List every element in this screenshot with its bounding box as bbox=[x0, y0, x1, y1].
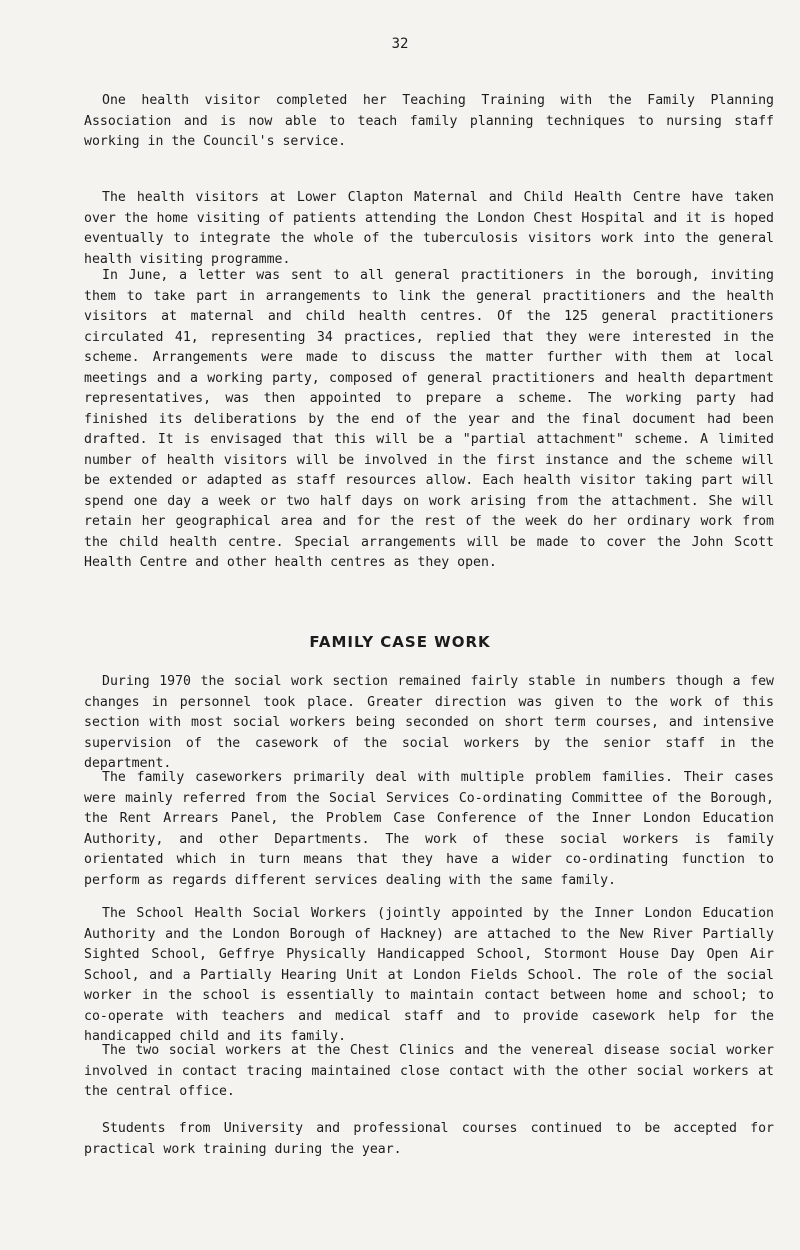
page-number: 32 bbox=[391, 36, 409, 52]
paragraph-chest-clinics: The two social workers at the Chest Clinics and the venereal disease social worker involved in contact tracing maintained close contact with the other social workers at the central office. bbox=[84, 1043, 774, 1099]
paragraph-social-work-section: During 1970 the social work section remained fairly stable in numbers though a few changes in personnel took place. Greater direction was given to the work of this section with most social workers being seconded on short term courses, and intensive supervision of the casework of the social workers by the senior staff in the department. bbox=[84, 674, 774, 771]
paragraph-family-caseworkers: The family caseworkers primarily deal with multiple problem families. Their cases were mainly referred from the Social Services Co-ordinating Committee of the Borough, the Rent Arrears Panel, the Problem Case Conference of the Inner London Education Authority, and other Departments. The work of these social workers is family orientated which in turn means that they have a wider co-ordinating function to perform as regards different services dealing with the same family. bbox=[84, 770, 774, 888]
paragraph-school-health-social-workers: The School Health Social Workers (jointly appointed by the Inner London Education Authority and the London Borough of Hackney) are attached to the New River Partially Sighted School, Geffrye Physically Handicapped School, Stormont House Day Open Air School, and a Partially Hearing Unit at London Fields School. The role of the social worker in the school is essentially to maintain contact between home and school; to co-operate with teachers and medical staff and to provide casework help for the handicapped child and its family. bbox=[84, 906, 774, 1044]
paragraph-teaching-training: One health visitor completed her Teaching Training with the Family Planning Association and is now able to teach family planning techniques to nursing staff working in the Council's service. bbox=[84, 93, 774, 149]
paragraph-students: Students from University and professional courses continued to be accepted for practical work training during the year. bbox=[84, 1121, 774, 1157]
paragraph-lower-clapton: The health visitors at Lower Clapton Maternal and Child Health Centre have taken over the home visiting of patients attending the London Chest Hospital and it is hoped eventually to integrate the whole of the tuberculosis visitors work into the general health visiting programme. bbox=[84, 190, 774, 267]
section-heading: FAMILY CASE WORK bbox=[309, 633, 491, 651]
paragraph-gp-attachment: In June, a letter was sent to all general practitioners in the borough, inviting them to take part in arrangements to link the general practitioners and the health visitors at maternal and child health centres. Of the 125 general practitioners circulated 41, representing 34 practices, replied that they were interested in the scheme. Arrangements were made to discuss the matter further with them at local meetings and a working party, composed of general practitioners and health department representatives, was then appointed to prepare a scheme. The working party had finished its deliberations by the end of the year and the final document had been drafted. It is envisaged that this will be a "partial attachment" scheme. A limited number of health visitors will be involved in the first instance and the scheme will be extended or adapted as staff resources allow. Each health visitor taking part will spend one day a week or two half days on work arising from the attachment. She will retain her geographical area and for the rest of the week do her ordinary work from the child health centre. Special arrangements will be made to cover the John Scott Health Centre and other health centres as they open. bbox=[84, 268, 774, 570]
